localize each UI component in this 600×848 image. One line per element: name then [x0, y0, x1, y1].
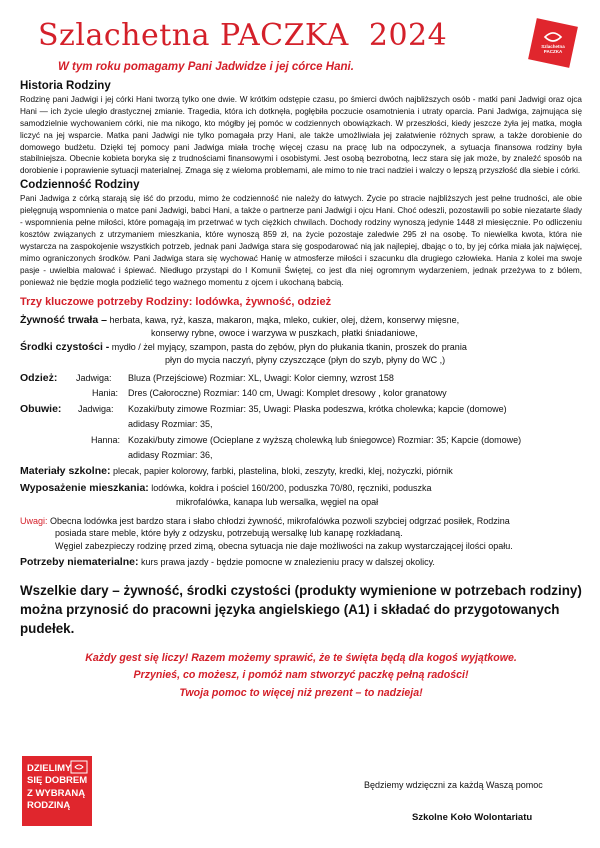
clothes-row-jadwiga: [20, 372, 582, 385]
school-label: Materiały szkolne:: [20, 465, 111, 478]
svg-text:Szlachetna: Szlachetna: [541, 44, 565, 49]
nonmaterial-value: kurs prawa jazdy - będzie pomocne w znalezieniu pracy w dalszej okolicy.: [140, 557, 435, 568]
notes-1: Obecna lodówka jest bardzo stara i słabo chłodzi żywność, mikrofalówka pozwoli szybciej odgrzać posiłek, Rodzina: [50, 515, 510, 526]
logo-line-2: SIĘ DOBREM: [27, 775, 88, 787]
notes-label: Uwagi:: [20, 515, 48, 526]
dzielimy-logo: [22, 756, 92, 826]
page-title: [38, 18, 447, 53]
school-value: plecak, papier kolorowy, farbki, plastelina, bloki, zeszyty, kredki, klej, nożyczki, piórnik: [112, 466, 453, 477]
clothes-row-hania: [20, 387, 582, 400]
shoes-row-hanna-2: [20, 449, 582, 462]
shoes-jadwiga-name: Jadwiga:: [78, 404, 114, 415]
home-label: Wyposażenie mieszkania:: [20, 481, 149, 494]
clothes-jadwiga-name: Jadwiga:: [76, 373, 112, 384]
shoes-row-jadwiga: [20, 403, 582, 416]
shoes-jadwiga-2: adidasy Rozmiar: 35,: [128, 418, 213, 429]
clothes-hania: Dres (Całoroczne) Rozmiar: 140 cm, Uwagi: Komplet dresowy , kolor granatowy: [128, 387, 447, 398]
clean-value-2: płyn do mycia naczyń, płyny czyszczące (płyn do szyb, płyny do WC ,): [165, 354, 446, 365]
title-year: 2024: [368, 18, 448, 53]
food-value-2: konserwy rybne, owoce i warzywa w puszkach, płatki śniadaniowe,: [151, 327, 418, 338]
clean-label: Środki czystości -: [20, 341, 110, 354]
food-value: herbata, kawa, ryż, kasza, makaron, mąka, mleko, cukier, olej, dżem, konserwy mięsne,: [109, 315, 460, 326]
clothes-jadwiga: Bluza (Przejściowe) Rozmiar: XL, Uwagi: Kolor ciemny, wzrost 158: [128, 373, 394, 384]
home-row-2: [20, 496, 582, 509]
shoes-hanna-name: Hanna:: [91, 435, 121, 446]
szlachetna-paczka-logo: [526, 16, 580, 70]
clean-row: [20, 341, 582, 354]
shoes-label: Obuwie:: [20, 403, 62, 416]
cta-line-1: Każdy gest się liczy! Razem możemy sprawić, że te święta będą dla kogoś wyjątkowe.: [85, 651, 517, 664]
home-row: [20, 482, 582, 495]
notes-2: posiada stare meble, które były z odzysku, potrzebują wersalkę lub kanapę rozkładaną.: [55, 528, 403, 539]
shoes-jadwiga: Kozaki/buty zimowe Rozmiar: 35, Uwagi: Płaska podeszwa, krótka cholewka; kapcie (domowe): [128, 404, 507, 415]
food-label: Żywność trwała –: [20, 314, 107, 327]
shoes-row-jadwiga-2: [20, 418, 582, 431]
history-text: Rodzinę pani Jadwigi i jej córki Hani tworzą tylko one dwie. W krótkim odstępie czasu, po śmierci dwóch najbliższych osób - matki pani Jadwigi oraz ojca Hani — ich życie uległo drastycznej zmianie. Tragedia, która ich dotknęła, pogłębiła poczucie osamotnienia i utraty oparcia. Pani Jadwiga, zajmująca się samodzielnie wychowaniem córki, nie ma nikogo, kto mógłby jej pomóc w codziennych obowiązkach. W przeszłości, kiedy jeszcze żyła jej matka, mogła liczyć na jej wsparcie. Matka pani Jadwigi nie tylko pomagała przy Hani, ale także umożliwiała jej załatwienie różnych spraw, a także dorobienie do domowego budżetu. Dzięki tej pomocy pani Jadwiga miała trochę więcej czasu na pracę lub na odpoczynek, a sytuacja finansowa rodziny była stabilniejsza. Obecnie kobieta boryka się z trudnościami finansowymi i osobistymi. Jest osobą bezrobotną, lecz stara się jak może, by znaleźć sposób na dorobienie i poprawienie sytuacji materialnej. Zmaga się z wieloma problemami, ale mimo to nie traci nadziei i walczy o lepszą przyszłość dla siebie i córki.: [20, 94, 582, 176]
logo-line-4: RODZINĄ: [27, 799, 71, 811]
home-value: lodówka, kołdra i pościel 160/200, poduszka 70/80, ręczniki, poduszka: [151, 482, 432, 493]
cta-line-3: Twoja pomoc to więcej niż prezent – to nadzieja!: [179, 686, 423, 699]
home-value-2: mikrofalówka, kanapa lub wersalka, węgiel na opał: [176, 497, 379, 508]
daily-heading: Codzienność Rodziny: [20, 179, 140, 192]
shoes-row-hanna: [20, 434, 582, 447]
main-content: [20, 78, 582, 702]
logo-line-3: Z WYBRANĄ: [27, 787, 86, 799]
cta-line-2: Przynieś, co możesz, i pomóż nam stworzyć paczkę pełną radości!: [133, 669, 469, 682]
clean-value: mydło / żel myjący, szampon, pasta do zębów, płyn do płukania tkanin, proszek do prania: [111, 342, 467, 353]
subtitle: W tym roku pomagamy Pani Jadwidze i jej córce Hani.: [58, 61, 354, 73]
notes-3: Węgiel zabezpieczy rodzinę przed zimą, obecna sytuacja nie daje możliwości na zakup wystarczającej ilości opału.: [55, 540, 513, 551]
clean-row-2: [20, 354, 582, 367]
logo-line-1: DZIELIMY: [27, 763, 72, 774]
nonmaterial-label: Potrzeby niematerialne:: [20, 556, 139, 569]
title-text: Szlachetna PACZKA: [38, 18, 349, 53]
food-row-2: [20, 327, 582, 340]
needs-heading: Trzy kluczowe potrzeby Rodziny: lodówka, żywność, odzież: [20, 296, 332, 309]
donation-info: Wszelkie dary – żywność, środki czystości (produkty wymienione w potrzebach rodziny) można przynosić do pracowni języka angielskiego (A1) i składać do przygotowanych pudełek.: [20, 582, 582, 636]
notes: [20, 515, 582, 553]
food-row: [20, 314, 582, 327]
svg-text:PACZKA: PACZKA: [543, 49, 563, 54]
shoes-hanna-2: adidasy Rozmiar: 36,: [128, 449, 213, 460]
daily-text: Pani Jadwiga z córką starają się iść do przodu, mimo że codzienność nie należy do łatwych. Życie po stracie najbliższych jest pełne trudności, ale obie pielęgnują wspomnienia o matce pani Jadwigi, babci Hani, a także o partnerze pani Jadwigi i ojcu Hani. Choć odeszli, pozostawili po sobie niezatarte ślady - wspomnienia pełne miłości, które pomagają im przetrwać w tych ciężkich chwilach. Dochody rodziny wynoszą jedynie 1448 zł miesięcznie. Po odliczeniu kosztów związanych z utrzymaniem mieszkania, które wynoszą 859 zł, na życie pozostaje zaledwie 295 zł na osobę. To niewielka kwota, która nie wystarcza na zaspokojenie wszystkich potrzeb, jednak pani Jadwiga stara się gospodarować nią jak najlepiej, dbając o to, by jej córka miała jak najwięcej, mimo ograniczonych środków. Pani Jadwiga stara się wychować Hanię w atmosferze miłości i szacunku dla drugiego człowieka. Hania z kolei ma swoje pasje - uwielbia malować i śpiewać. Niedługo przystąpi do I Komunii Świętej, co jest dla niej ogromnym wydarzeniem, jednak przeżywa to z bólem, ponieważ nie będzie mogła podzielić tego ważnego momentu z ojcem i ukochaną babcią.: [20, 194, 582, 287]
school-row: [20, 465, 582, 478]
nonmaterial-row: [20, 556, 582, 569]
shoes-hanna: Kozaki/buty zimowe (Ocieplane z wyższą cholewką lub śniegowce) Rozmiar: 35; Kapcie (domowe): [128, 435, 522, 446]
thanks-text: Będziemy wdzięczni za każdą Waszą pomoc: [364, 780, 543, 790]
call-to-action: [20, 650, 582, 703]
clothes-label: Odzież:: [20, 372, 58, 385]
clothes-hania-name: Hania:: [92, 387, 119, 398]
history-heading: Historia Rodziny: [20, 80, 111, 92]
club-name: Szkolne Koło Wolontariatu: [412, 812, 533, 823]
